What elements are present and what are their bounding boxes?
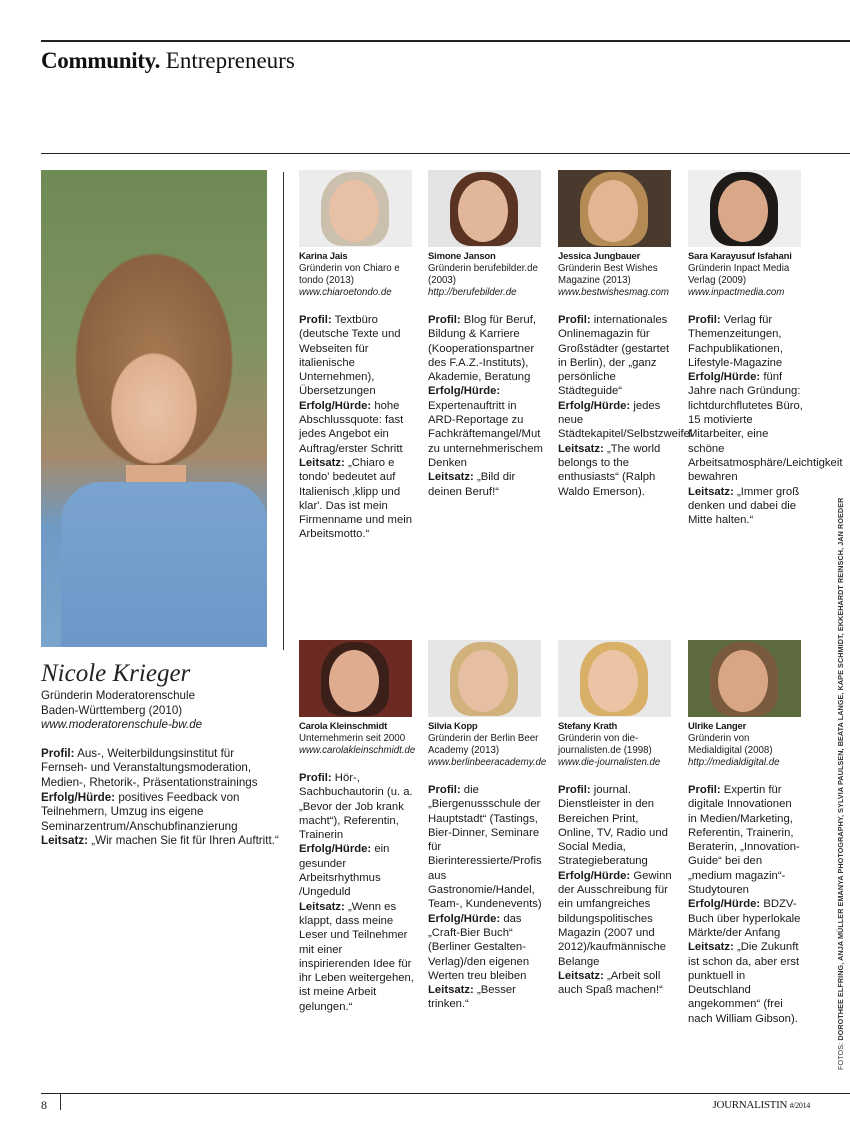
photo-shape	[718, 180, 768, 242]
featured-name: Nicole Krieger	[41, 660, 191, 687]
entrepreneur-card	[428, 640, 547, 1012]
profil-text: internationales Onlinemagazin für Großstädter (gestartet in Berlin), der „ganz persönliche Städteguide“	[558, 314, 670, 398]
profil-text: Aus-, Weiterbildungsinstitut für Fernseh- und Veranstaltungsmoderation, Medien-, Rhetorik-, Präsentationstrainings	[41, 746, 258, 789]
erfolg-label: Erfolg/Hürde:	[558, 869, 631, 882]
entrepreneur-role: Gründerin der Berlin Beer Academy (2013)	[428, 733, 539, 756]
portrait-photo	[428, 640, 541, 717]
leitsatz-label: Leitsatz:	[299, 456, 345, 469]
erfolg-label: Erfolg/Hürde:	[41, 790, 116, 804]
leitsatz-text: „The world belongs to the enthusiasts“ (Ralph Waldo Emerson).	[558, 442, 661, 498]
leitsatz-label: Leitsatz:	[299, 900, 345, 913]
entrepreneur-body	[299, 313, 414, 542]
erfolg-label: Erfolg/Hürde:	[688, 898, 761, 911]
entrepreneur-card	[558, 170, 693, 499]
erfolg-text: fünf Jahre nach Gründung: lichtdurchflutetes Büro, 15 motivierte Mitarbeiter, eine schöne Arbeitsatmosphäre/Leichtigkeit bewahren	[688, 371, 843, 484]
profil-text: Blog für Beruf, Bildung & Karriere (Kooperationspartner des F.A.Z.-Instituts), Akademie, Beratung	[428, 314, 536, 384]
leitsatz-text: „Bild dir deinen Beruf!“	[428, 471, 516, 498]
entrepreneur-url-link[interactable]: www.die-journalisten.de	[558, 757, 661, 768]
leitsatz-label: Leitsatz:	[428, 471, 474, 484]
erfolg-label: Erfolg/Hürde:	[428, 912, 501, 925]
featured-role-2: Baden-Württemberg (2010)	[41, 703, 183, 717]
portrait-photo	[299, 640, 412, 717]
title-separator: .	[154, 48, 161, 73]
erfolg-label: Erfolg/Hürde:	[428, 385, 501, 398]
profil-label: Profil:	[428, 314, 461, 326]
credit-names: DOROTHEE ELFRING, ANJA MÜLLER EMANYA PHOTOGRAPHY, SYLVIA PAULSEN, BEATA LANGE, KAPE SCHMIDT, EKKEHARDT REINSCH, JAN ROEDER	[836, 497, 845, 1041]
entrepreneur-url-link[interactable]: http://berufebilder.de	[428, 287, 517, 298]
entrepreneur-role: Gründerin Inpact Media Verlag (2009)	[688, 263, 790, 286]
portrait-photo	[558, 640, 671, 717]
photo-shape	[588, 650, 638, 712]
entrepreneur-name: Sara Karayusuf Isfahani	[688, 251, 792, 262]
profil-text: journal. Dienstleister in den Bereichen Print, Online, TV, Radio und Social Media, Strategieberatung	[558, 784, 668, 868]
header-bottom-rule	[41, 153, 850, 154]
entrepreneur-body	[558, 783, 673, 997]
profil-label: Profil:	[428, 784, 461, 796]
leitsatz-label: Leitsatz:	[558, 969, 604, 982]
erfolg-label: Erfolg/Hürde:	[299, 399, 372, 412]
portrait-photo	[688, 170, 801, 247]
leitsatz-label: Leitsatz:	[688, 941, 734, 954]
entrepreneur-name: Ulrike Langer	[688, 721, 747, 732]
photo-shape	[329, 180, 379, 242]
entrepreneur-card	[428, 170, 543, 499]
erfolg-label: Erfolg/Hürde:	[558, 399, 631, 412]
leitsatz-text: „Arbeit soll auch Spaß machen!“	[558, 969, 663, 997]
profil-label: Profil:	[299, 772, 332, 784]
entrepreneur-body	[558, 313, 693, 499]
leitsatz-label: Leitsatz:	[558, 442, 604, 455]
profil-label: Profil:	[688, 784, 721, 796]
featured-portrait-photo	[41, 170, 267, 647]
photo-shape	[458, 180, 508, 242]
entrepreneur-card	[299, 640, 414, 1014]
portrait-photo	[299, 170, 412, 247]
entrepreneur-body	[428, 313, 543, 499]
credit-prefix: FOTOS:	[836, 1042, 845, 1070]
entrepreneur-name: Silvia Kopp	[428, 721, 478, 732]
profil-text: Textbüro (deutsche Texte und Webseiten für italienische Unternehmen), Übersetzungen	[299, 314, 401, 398]
leitsatz-text: „Wenn es klappt, dass meine Leser und Teilnehmer mit einer inspirierenden Idee für ihr Leben weitergehen, ist meine Arbeit gelungen.“	[299, 900, 414, 1013]
leitsatz-text: „Chiaro e tondo' bedeutet auf Italienisch ‚klipp und klar'. Das ist mein Firmenname und mein Arbeitsmotto.“	[299, 456, 413, 541]
erfolg-label: Erfolg/Hürde:	[299, 843, 372, 856]
photo-shape	[61, 482, 267, 647]
entrepreneur-role: Gründerin von die-journalisten.de (1998)	[558, 733, 652, 756]
entrepreneur-name: Carola Kleinschmidt	[299, 721, 388, 732]
leitsatz-text: „Die Zukunft ist schon da, aber erst punktuell in Deutschland angekommen“ (frei nach William Gibson).	[688, 941, 800, 1025]
erfolg-text: ein gesunder Arbeitsrhythmus /Ungeduld	[299, 843, 390, 899]
column-divider	[283, 172, 284, 650]
featured-role: Gründerin Moderatorenschule	[41, 689, 196, 702]
entrepreneur-url-link[interactable]: http://medialdigital.de	[688, 757, 780, 768]
entrepreneur-role: Gründerin Best Wishes Magazine (2013)	[558, 263, 658, 286]
entrepreneur-role: Unternehmerin seit 2000	[299, 733, 406, 744]
entrepreneur-url-link[interactable]: www.inpactmedia.com	[688, 287, 785, 298]
entrepreneur-body	[428, 783, 543, 1012]
profil-text: Expertin für digitale Innovationen in Medien/Marketing, Referentin, Trainerin, Beraterin, „Innovation-Guide“ bei den „medium magazin“-Studytouren	[688, 784, 800, 897]
profil-text: Hör-, Sachbuchautorin (u. a. „Bevor der Job krank macht“), Referentin, Trainerin	[299, 772, 413, 842]
profil-label: Profil:	[558, 784, 591, 796]
leitsatz-text: „Besser trinken.“	[428, 984, 516, 1011]
page-number: 8	[41, 1098, 47, 1112]
entrepreneur-role: Gründerin von Medialdigital (2008)	[688, 733, 773, 756]
top-rule	[41, 40, 850, 42]
entrepreneur-url-link[interactable]: www.berlinbeeracademy.de	[428, 757, 547, 768]
profil-text: Verlag für Themenzeitungen, Fachpublikationen, Lifestyle-Magazine	[688, 314, 783, 369]
photo-shape	[718, 650, 768, 712]
photo-credit	[836, 498, 845, 1070]
photo-shape	[588, 180, 638, 242]
entrepreneur-url-link[interactable]: www.bestwishesmag.com	[558, 287, 669, 298]
featured-url-link[interactable]: www.moderatorenschule-bw.de	[41, 718, 203, 732]
entrepreneur-role: Gründerin von Chiaro e tondo (2013)	[299, 263, 400, 286]
entrepreneur-role: Gründerin berufebilder.de (2003)	[428, 263, 538, 286]
portrait-photo	[428, 170, 541, 247]
section-title: Community	[41, 48, 155, 73]
footer-rule	[41, 1093, 850, 1094]
entrepreneur-name: Jessica Jungbauer	[558, 251, 641, 262]
entrepreneur-card	[688, 640, 803, 1026]
profil-label: Profil:	[688, 314, 721, 326]
magazine-issue	[712, 1099, 810, 1111]
erfolg-text: Expertenauftritt in ARD-Reportage zu Fachkräftemangel/Mut zu unternehmerischem Denken	[428, 399, 543, 469]
entrepreneur-url-link[interactable]: www.carolakleinschmidt.de	[299, 745, 416, 756]
leitsatz-text: „Wir machen Sie fit für Ihren Auftritt.“	[91, 834, 279, 848]
entrepreneur-body	[299, 771, 414, 1014]
erfolg-text: positives Feedback von Teilnehmern, Umzug ins eigene Seminarzentrum/Anschubfinanzierung	[41, 790, 240, 833]
entrepreneur-card	[688, 170, 843, 527]
featured-profile	[41, 689, 281, 849]
entrepreneur-card	[299, 170, 414, 542]
erfolg-text: das „Craft-Bier Buch“ (Berliner Gestalten-Verlag)/den eigenen Werten treu bleiben	[428, 912, 530, 982]
leitsatz-text: „Immer groß denken und dabei die Mitte halten.“	[688, 485, 800, 527]
leitsatz-label: Leitsatz:	[688, 485, 734, 498]
portrait-photo	[688, 640, 801, 717]
erfolg-label: Erfolg/Hürde:	[688, 371, 761, 384]
profil-label: Profil:	[41, 746, 75, 760]
portrait-photo	[558, 170, 671, 247]
erfolg-text: BDZV-Buch über hyperlokale Märkte/der Anfang	[688, 898, 801, 939]
leitsatz-label: Leitsatz:	[428, 984, 474, 997]
entrepreneur-body	[688, 783, 803, 1026]
featured-body	[41, 747, 281, 849]
erfolg-text: hohe Abschlussquote: fast jedes Angebot ein Auftrag/erster Schritt	[299, 399, 404, 455]
footer-divider	[60, 1094, 61, 1110]
photo-shape	[458, 650, 508, 712]
leitsatz-label: Leitsatz:	[41, 834, 89, 848]
profil-label: Profil:	[558, 314, 591, 326]
entrepreneur-card	[558, 640, 673, 997]
entrepreneur-url-link[interactable]: www.chiaroetondo.de	[299, 287, 392, 298]
erfolg-text: jedes neue Städtekapitel/Selbstzweifel	[558, 399, 693, 441]
entrepreneur-name: Simone Janson	[428, 251, 496, 262]
profil-text: die „Biergenussschule der Hauptstadt“ (Tastings, Bier-Dinner, Seminare für Bierinteressierte/Profis aus Gastronomie/Handel, Team-, Kundenevents)	[428, 784, 542, 911]
entrepreneur-name: Stefany Krath	[558, 721, 618, 732]
profil-label: Profil:	[299, 314, 332, 326]
subsection-title: Entrepreneurs	[165, 48, 295, 73]
erfolg-text: Gewinn der Ausschreibung für ein umfangreiches bildungspolitisches Magazin (2007 und 2012)/kaufmännische Belange	[558, 869, 672, 968]
issue-number: #/2014	[789, 1101, 810, 1110]
entrepreneur-name: Karina Jais	[299, 251, 348, 262]
entrepreneur-body	[688, 313, 843, 527]
photo-shape	[329, 650, 379, 712]
magazine-name: JOURNALISTIN	[712, 1099, 788, 1111]
page-title	[41, 48, 295, 74]
